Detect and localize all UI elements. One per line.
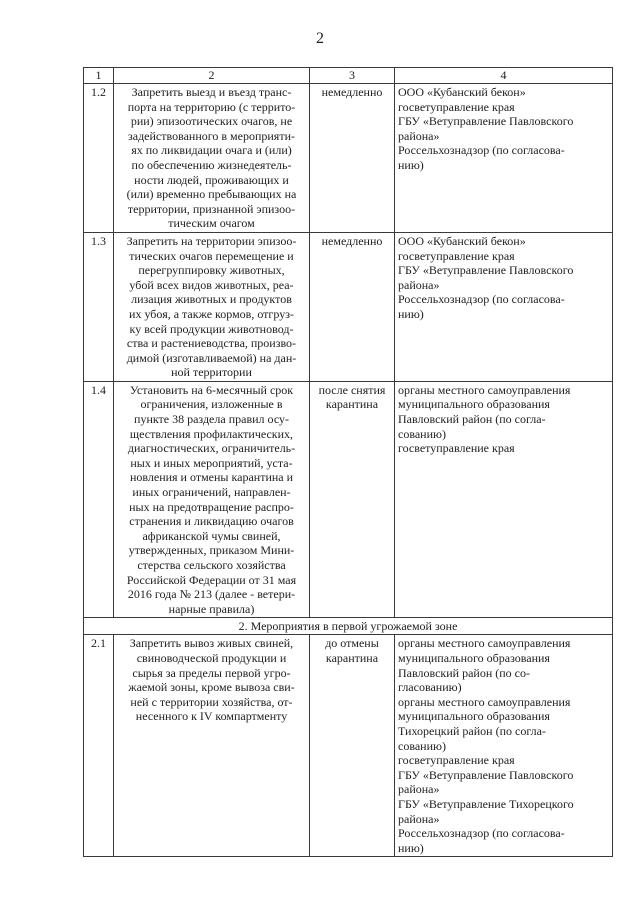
responsible-line: нию) <box>398 306 424 321</box>
table-row <box>84 84 613 233</box>
measure-line: ных и иных мероприятий, уста- <box>130 455 293 470</box>
measure-line: ществления профилактических, <box>129 426 294 441</box>
responsible-line: Павловский район (по со- <box>398 665 530 680</box>
term-line: карантина <box>325 650 379 665</box>
measure-line: диагностических, ограничитель- <box>127 441 296 456</box>
row-number: 2.1 <box>84 635 114 857</box>
term-line: карантина <box>325 397 379 412</box>
measure-line: по обеспечению жизнедеятель- <box>131 157 292 172</box>
responsible-line: нию) <box>398 157 424 172</box>
measure-cell <box>114 381 310 618</box>
measure-cell <box>114 232 310 381</box>
responsible-cell <box>395 232 613 381</box>
table-row <box>84 232 613 381</box>
measure-line: тическим очагом <box>168 216 255 231</box>
measure-line: Запретить на территории эпизоо- <box>126 233 297 248</box>
responsible-line: нию) <box>398 840 424 855</box>
responsible-line: района» <box>398 277 440 292</box>
measure-cell <box>114 635 310 857</box>
responsible-line: ГБУ «Ветуправление Павловского <box>398 114 574 129</box>
column-header-3: 3 <box>310 68 395 84</box>
term-line: после снятия <box>318 382 386 397</box>
measure-line: пункте 38 раздела правил осу- <box>134 412 289 427</box>
responsible-line: органы местного самоуправления <box>398 636 571 651</box>
responsible-line: госветуправление края <box>398 753 515 768</box>
section-row <box>84 618 613 635</box>
responsible-cell <box>395 635 613 857</box>
measure-line: жаемой зоны, кроме вывоза сви- <box>128 680 295 695</box>
measure-line: ной территории <box>171 365 252 380</box>
responsible-line: органы местного самоуправления <box>398 382 571 397</box>
measure-line: свиноводческой продукции и <box>136 650 287 665</box>
term-line: немедленно <box>321 85 383 99</box>
measure-line: (или) временно пребывающих на <box>126 187 297 202</box>
responsible-line: сованию) <box>398 426 446 441</box>
measure-line: несенного к IV компартменту <box>135 709 288 724</box>
row-number: 1.2 <box>84 84 114 233</box>
term-cell <box>310 232 395 381</box>
measure-line: лизация животных и продуктов <box>131 292 292 307</box>
measure-line: убой всех видов животных, реа- <box>129 277 294 292</box>
measure-line: ности людей, проживающих и <box>134 172 289 187</box>
section-title: 2. Мероприятия в первой угрожаемой зоне <box>84 618 613 635</box>
responsible-line: Тихорецкий район (по согла- <box>398 723 546 738</box>
measure-line: Установить на 6-месячный срок <box>129 382 294 397</box>
responsible-line: Россельхознадзор (по согласова- <box>398 292 565 307</box>
measure-line: ку всей продукции животновод- <box>129 321 294 336</box>
measure-line: рии) эпизоотических очагов, не <box>130 114 293 129</box>
term-line: немедленно <box>321 233 383 248</box>
measure-line: ных на предотвращение распро- <box>129 499 294 514</box>
measure-line: ней с территории хозяйства, от- <box>130 694 293 709</box>
measure-line: Запретить выезд и въезд транс- <box>131 85 292 99</box>
table-header-row <box>84 68 613 84</box>
measure-line: Российской Федерации от 31 мая <box>126 572 297 587</box>
responsible-line: района» <box>398 782 440 797</box>
measure-line: ства и растениеводства, произво- <box>126 336 297 351</box>
measure-line: тических очагов перемещение и <box>129 248 294 263</box>
measure-line: утвержденных, приказом Мини- <box>128 543 295 558</box>
table-row <box>84 381 613 618</box>
measure-line: африканской чумы свиней, <box>142 528 281 543</box>
measure-line: перегруппировку животных, <box>138 263 285 278</box>
column-header-2: 2 <box>114 68 310 84</box>
responsible-line: муниципального образования <box>398 397 550 412</box>
responsible-line: муниципального образования <box>398 709 550 724</box>
responsible-line: ГБУ «Ветуправление Тихорецкого <box>398 796 574 811</box>
row-number: 1.3 <box>84 232 114 381</box>
responsible-line: госветуправление края <box>398 441 515 456</box>
measure-line: новления и отмены карантина и <box>129 470 294 485</box>
responsible-line: сованию) <box>398 738 446 753</box>
responsible-line: госветуправление края <box>398 248 515 263</box>
responsible-line: Россельхознадзор (по согласова- <box>398 826 565 841</box>
responsible-line: ООО «Кубанский бекон» <box>398 85 526 99</box>
measure-line: димой (изготавливаемой) на дан- <box>126 350 297 365</box>
measure-line: иных ограничений, направлен- <box>132 485 291 500</box>
term-cell <box>310 381 395 618</box>
table-row <box>84 635 613 857</box>
measure-line: Запретить вывоз живых свиней, <box>129 636 294 651</box>
measures-table <box>83 67 613 857</box>
responsible-line: района» <box>398 811 440 826</box>
responsible-line: муниципального образования <box>398 650 550 665</box>
measure-line: 2016 года № 213 (далее - ветери- <box>127 587 296 602</box>
measure-line: порта на территорию (с террито- <box>127 99 296 114</box>
responsible-line: Павловский район (по согла- <box>398 412 546 427</box>
measure-line: ях по ликвидации очага и (или) <box>131 143 292 158</box>
column-header-4: 4 <box>395 68 613 84</box>
responsible-line: госветуправление края <box>398 99 515 114</box>
term-cell <box>310 84 395 233</box>
responsible-cell <box>395 381 613 618</box>
responsible-line: ГБУ «Ветуправление Павловского <box>398 263 574 278</box>
column-header-1: 1 <box>84 68 114 84</box>
responsible-line: ГБУ «Ветуправление Павловского <box>398 767 574 782</box>
measure-line: нарные правила) <box>168 601 255 616</box>
term-cell <box>310 635 395 857</box>
measure-cell <box>114 84 310 233</box>
responsible-line: органы местного самоуправления <box>398 694 571 709</box>
measure-line: их убоя, а также кормов, отгруз- <box>129 306 294 321</box>
measure-line: странения и ликвидацию очагов <box>129 514 294 529</box>
responsible-line: района» <box>398 128 440 143</box>
responsible-line: ООО «Кубанский бекон» <box>398 233 526 248</box>
term-line: до отмены <box>325 636 379 651</box>
measure-line: стерства сельского хозяйства <box>137 558 286 572</box>
measure-line: задействованного в мероприяти- <box>128 128 295 143</box>
measure-line: сырья за пределы первой угро- <box>132 665 291 680</box>
measure-line: территории, признанной эпизоо- <box>127 201 296 216</box>
responsible-line: гласованию) <box>398 680 462 695</box>
measure-line: ограничения, изложенные в <box>140 397 283 412</box>
page-number: 2 <box>316 30 324 47</box>
responsible-cell <box>395 84 613 233</box>
responsible-line: Россельхознадзор (по согласова- <box>398 143 565 158</box>
row-number: 1.4 <box>84 381 114 618</box>
